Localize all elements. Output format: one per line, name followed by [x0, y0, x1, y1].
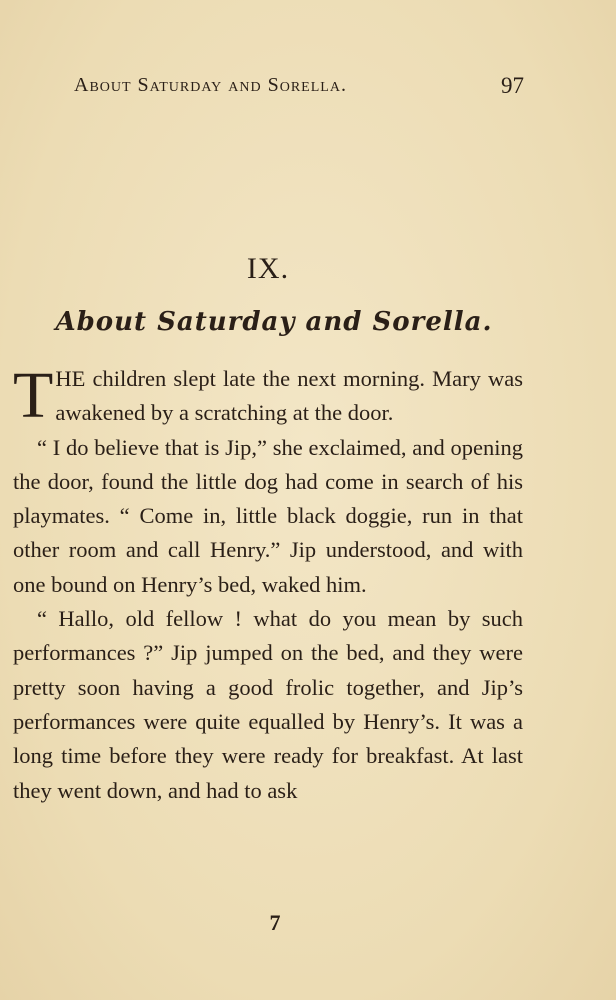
first-word-rest: HE — [55, 366, 86, 391]
chapter-title: About Saturday and Sorella. — [55, 307, 493, 337]
running-head — [74, 74, 524, 104]
signature-mark: 7 — [269, 910, 281, 935]
drop-cap: T — [13, 359, 54, 432]
running-head-title: About Saturday and Sorella. — [74, 74, 347, 96]
paragraph-1 — [13, 359, 523, 432]
page-number: 97 — [501, 73, 524, 98]
paragraph-1-text: children slept late the next morning. Mary was awakened by a scratching at the door. — [55, 366, 523, 426]
paragraph-3: “ Hallo, old fellow ! what do you mean by such performances ?” Jip jumped on the bed, and they were pretty soon having a good frolic together, and Jip’s performances were quite equalled by Henry’s. It was a long time before they were ready for breakfast. At last they went down, and had to ask — [13, 606, 523, 803]
body-text — [13, 359, 523, 808]
chapter-number: IX. — [246, 252, 290, 285]
paragraph-2: “ I do believe that is Jip,” she exclaimed, and opening the door, found the little dog had come in search of his playmates. “ Come in, little black doggie, run in that other room and call Henry.” Jip understood, and with one bound on Henry’s bed, waked him. — [13, 434, 523, 597]
